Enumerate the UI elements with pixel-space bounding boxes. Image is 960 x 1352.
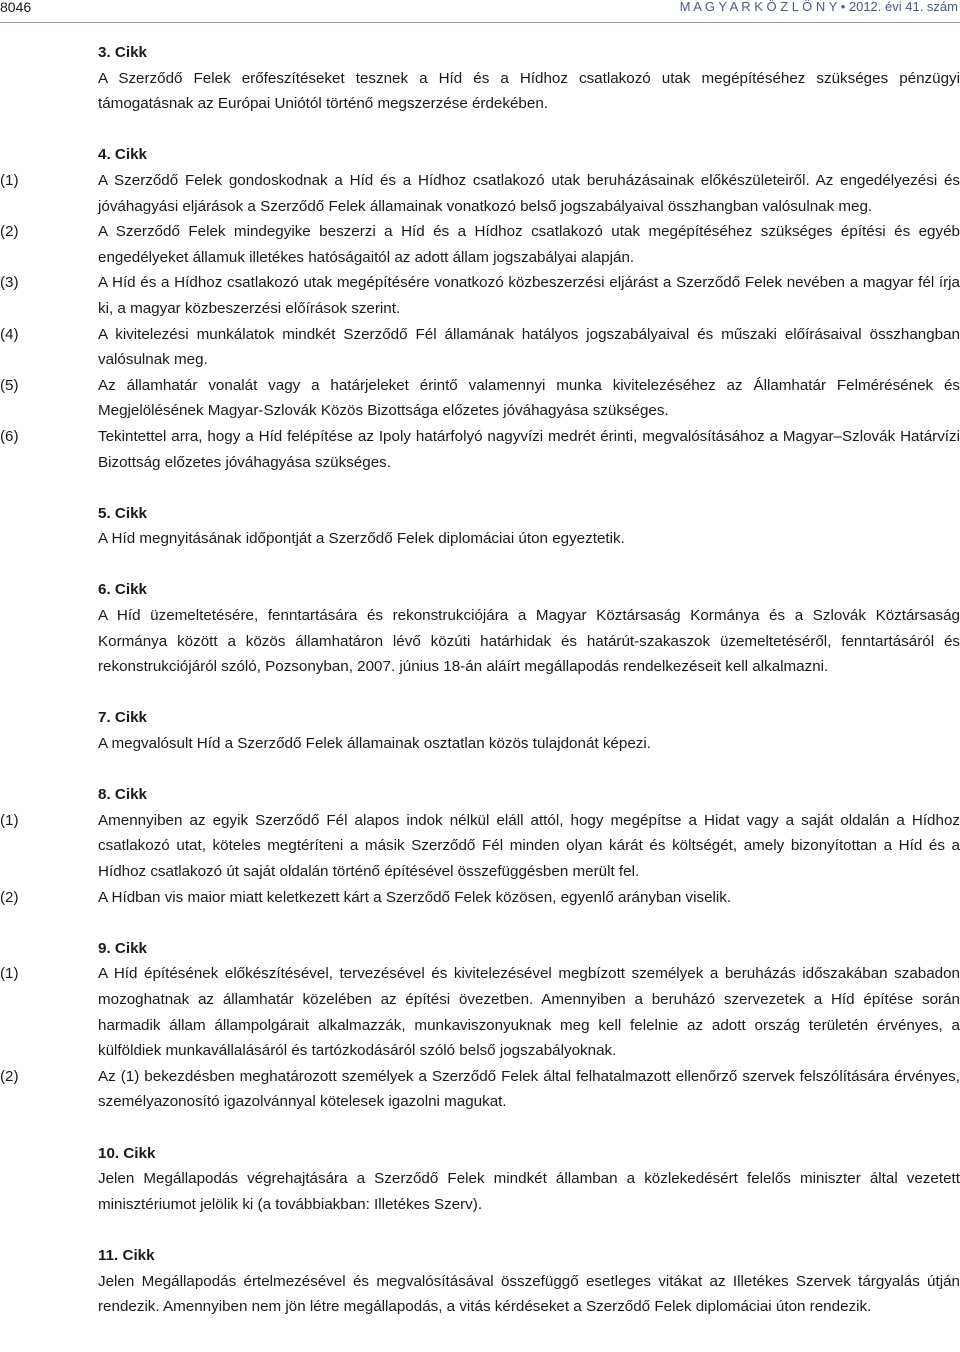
article-title: 6. Cikk	[98, 581, 147, 599]
paragraph	[0, 1064, 960, 1115]
paragraph-text: A Hídban vis maior miatt keletkezett kárt a Szerződő Felek közösen, egyenlő arányban viselik.	[98, 888, 732, 906]
article-title: 9. Cikk	[98, 939, 147, 957]
article-title: 3. Cikk	[98, 44, 147, 61]
article	[0, 40, 960, 117]
paragraph-text: A Szerződő Felek mindegyike beszerzi a Híd és a Hídhoz csatlakozó utak megépítéséhez szükséges építési és egyéb engedélyeket államuk illetékes hatóságaitól az adott állam jogszabályai alapján.	[98, 223, 960, 266]
journal-title: M A G Y A R K Ö Z L Ö N Y • 2012. évi 41. szám	[679, 0, 958, 14]
page-number: 8046	[0, 0, 32, 15]
article	[0, 577, 960, 679]
header-divider	[0, 22, 960, 23]
paragraph-number: (5)	[0, 376, 19, 394]
paragraph-number: (1)	[0, 965, 19, 983]
paragraph-number: (2)	[0, 223, 19, 241]
article	[0, 782, 960, 910]
paragraph-text: A Híd és a Hídhoz csatlakozó utak megépítésére vonatkozó közbeszerzési eljárást a Szerződő Felek nevében a magyar fél írja ki, a magyar közbeszerzési előírások szerint.	[98, 274, 960, 317]
paragraph-number: (2)	[0, 1067, 19, 1085]
article	[0, 142, 960, 475]
document-body	[0, 40, 960, 1320]
page-header	[0, 0, 960, 22]
paragraph-number: (1)	[0, 171, 19, 189]
article-text: Jelen Megállapodás értelmezésével és megvalósításával összefüggő esetleges vitákat az Illetékes Szervek tárgyalás útján rendezik. Amennyiben nem jön létre megállapodás, a vitás kérdéseket a Szerződő Felek diplomáciai úton rendezik.	[98, 1272, 960, 1316]
paragraph-text: Amennyiben az egyik Szerződő Fél alapos indok nélkül eláll attól, hogy megépítse a Hidat vagy a saját oldalán a Hídhoz csatlakozó utat, köteles megtéríteni a másik Szerződő Fél minden olyan kárát és költségét, amely bizonyítottan a Híd és a Hídhoz csatlakozó út saját oldalán történő építésével összefüggésben merült fel.	[98, 811, 960, 880]
paragraph	[0, 168, 960, 219]
paragraph-number: (3)	[0, 274, 19, 292]
article-title: 5. Cikk	[98, 504, 147, 522]
paragraph	[0, 808, 960, 885]
paragraph-text: Tekintettel arra, hogy a Híd felépítése az Ipoly határfolyó nagyvízi medrét érinti, megvalósításához a Magyar–Szlovák Határvízi Bizottság előzetes jóváhagyása szükséges.	[98, 427, 960, 471]
paragraph-text: Az államhatár vonalát vagy a határjeleket érintő valamennyi munka kivitelezéséhez az Államhatár Felmérésének és Megjelölésének Magyar-Szlovák Közös Bizottsága előzetes jóváhagyása szükséges.	[98, 376, 960, 420]
paragraph-number: (4)	[0, 325, 19, 343]
paragraph-number: (2)	[0, 888, 19, 906]
paragraph	[0, 270, 960, 321]
paragraph	[0, 219, 960, 270]
article-title: 10. Cikk	[98, 1144, 156, 1162]
article-text: A Híd üzemeltetésére, fenntartására és rekonstrukciójára a Magyar Köztársaság Kormánya és a Szlovák Köztársaság Kormánya között a közös államhatáron lévő közúti határhidak és határút-szakaszok üzemeltetéséről, fenntartásáról és rekonstrukciójáról szóló, Pozsonyban, 2007. június 18-án aláírt megállapodás rendelkezéseit kell alkalmazni.	[98, 607, 960, 676]
article-text: A megvalósult Híd a Szerződő Felek államainak osztatlan közös tulajdonát képezi.	[98, 735, 651, 753]
article-title: 11. Cikk	[98, 1246, 155, 1264]
article-text: A Szerződő Felek erőfeszítéseket tesznek a Híd és a Hídhoz csatlakozó utak megépítéséhez szükséges pénzügyi támogatásnak az Európai Uniótól történő megszerzése érdekében.	[98, 69, 960, 113]
paragraph-number: (1)	[0, 811, 19, 829]
article	[0, 1243, 960, 1320]
paragraph-text: A Szerződő Felek gondoskodnak a Híd és a Hídhoz csatlakozó utak beruházásainak előkészületeiről. Az engedélyezési és jóváhagyási eljárások a Szerződő Felek államainak vonatkozó belső jogszabályaival összhangban valósulnak meg.	[98, 171, 960, 215]
paragraph	[0, 322, 960, 373]
article-title: 4. Cikk	[98, 146, 147, 164]
article	[0, 501, 960, 552]
paragraph	[0, 961, 960, 1063]
paragraph-text: Az (1) bekezdésben meghatározott személyek a Szerződő Felek által felhatalmazott ellenőrző szervek felszólítására érvényes, személyazonosító igazolvánnyal kötelesek igazolni magukat.	[98, 1067, 960, 1111]
article-text: A Híd megnyitásának időpontját a Szerződő Felek diplomáciai úton egyeztetik.	[98, 530, 625, 548]
article	[0, 705, 960, 756]
article	[0, 936, 960, 1115]
paragraph	[0, 885, 960, 911]
paragraph	[0, 373, 960, 424]
article-title: 7. Cikk	[98, 709, 147, 727]
article-text: Jelen Megállapodás végrehajtására a Szerződő Felek mindkét államban a közlekedésért felelős miniszter által vezetett minisztériumot jelölik ki (a továbbiakban: Illetékes Szerv).	[98, 1170, 960, 1213]
paragraph-text: A kivitelezési munkálatok mindkét Szerződő Fél államának hatályos jogszabályaival és műszaki előírásaival összhangban valósulnak meg.	[98, 325, 960, 369]
article-title: 8. Cikk	[98, 786, 147, 804]
paragraph-text: A Híd építésének előkészítésével, tervezésével és kivitelezésével megbízott személyek a beruházás időszakában szabadon mozoghatnak az államhatár közelében az építési övezetben. Amennyiben a beruházó szervezetek a Híd építése során harmadik állam állampolgárait alkalmazzák, munkaviszonyuknak meg kell felelnie az adott ország területén érvényes, a külföldiek munkavállalásáról és tartózkodásáról szóló belső jogszabályoknak.	[98, 965, 960, 1060]
article	[0, 1141, 960, 1218]
paragraph-number: (6)	[0, 427, 19, 445]
paragraph	[0, 424, 960, 475]
